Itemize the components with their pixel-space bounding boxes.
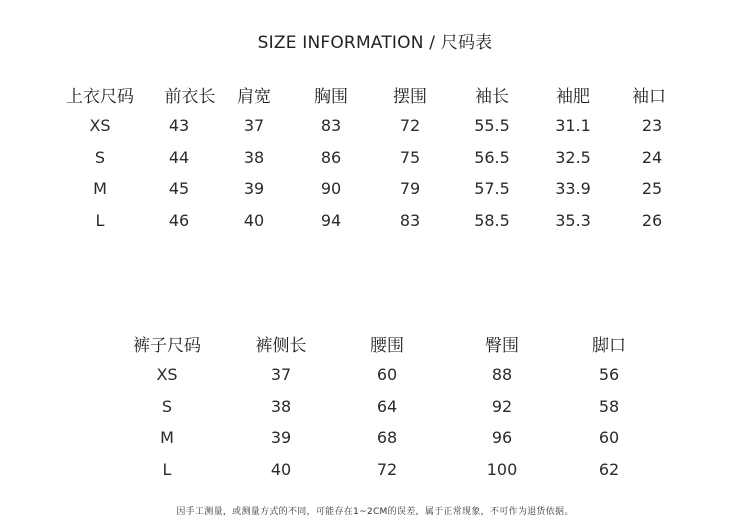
top-row-l-cuff: 26 bbox=[641, 211, 663, 230]
bottom-row-xs-hip: 88 bbox=[491, 365, 513, 384]
top-row-l-shoulder: 40 bbox=[243, 211, 265, 230]
top-row-xs-sleeve-length: 55.5 bbox=[474, 116, 510, 135]
top-header-sleeve-length: 袖长 bbox=[475, 87, 509, 107]
top-row-m-cuff: 25 bbox=[641, 179, 663, 198]
top-row-m-front-length: 45 bbox=[168, 179, 190, 198]
bottom-row-l-waist: 72 bbox=[376, 460, 398, 479]
bottom-row-xs-waist: 60 bbox=[376, 365, 398, 384]
bottom-header-leg-opening: 脚口 bbox=[592, 336, 626, 356]
top-row-l-sleeve-width: 35.3 bbox=[555, 211, 591, 230]
top-row-xs-front-length: 43 bbox=[168, 116, 190, 135]
bottom-row-m-waist: 68 bbox=[376, 428, 398, 447]
top-row-s-sleeve-width: 32.5 bbox=[555, 148, 591, 167]
bottom-header-hip: 臀围 bbox=[485, 336, 519, 356]
top-row-l-size: L bbox=[95, 211, 105, 230]
top-row-m-shoulder: 39 bbox=[243, 179, 265, 198]
top-row-m-hem: 79 bbox=[399, 179, 421, 198]
top-header-front-length: 前衣长 bbox=[164, 87, 216, 107]
top-row-xs-cuff: 23 bbox=[641, 116, 663, 135]
bottom-row-xs-leg-opening: 56 bbox=[598, 365, 620, 384]
bottom-row-l-hip: 100 bbox=[486, 460, 518, 479]
top-row-xs-hem: 72 bbox=[399, 116, 421, 135]
top-row-l-chest: 94 bbox=[320, 211, 342, 230]
top-row-l-front-length: 46 bbox=[168, 211, 190, 230]
bottom-row-s-size: S bbox=[161, 397, 173, 416]
top-header-sleeve-width: 袖肥 bbox=[556, 87, 590, 107]
bottom-row-xs-side-length: 37 bbox=[270, 365, 292, 384]
bottom-row-l-size: L bbox=[162, 460, 172, 479]
bottom-header-size: 裤子尺码 bbox=[133, 336, 201, 356]
top-row-s-front-length: 44 bbox=[168, 148, 190, 167]
bottom-row-s-leg-opening: 58 bbox=[598, 397, 620, 416]
page-title: SIZE INFORMATION / 尺码表 bbox=[257, 33, 493, 53]
top-header-shoulder: 肩宽 bbox=[237, 87, 271, 107]
top-row-l-sleeve-length: 58.5 bbox=[474, 211, 510, 230]
bottom-row-s-waist: 64 bbox=[376, 397, 398, 416]
bottom-row-s-hip: 92 bbox=[491, 397, 513, 416]
top-row-s-sleeve-length: 56.5 bbox=[474, 148, 510, 167]
top-row-xs-size: XS bbox=[89, 116, 111, 135]
top-row-xs-shoulder: 37 bbox=[243, 116, 265, 135]
top-row-s-hem: 75 bbox=[399, 148, 421, 167]
bottom-row-m-side-length: 39 bbox=[270, 428, 292, 447]
top-row-m-sleeve-length: 57.5 bbox=[474, 179, 510, 198]
bottom-row-m-size: M bbox=[160, 428, 174, 447]
bottom-row-m-leg-opening: 60 bbox=[598, 428, 620, 447]
bottom-row-s-side-length: 38 bbox=[270, 397, 292, 416]
top-header-size: 上衣尺码 bbox=[66, 87, 134, 107]
top-header-cuff: 袖口 bbox=[632, 87, 666, 107]
top-row-s-cuff: 24 bbox=[641, 148, 663, 167]
top-row-s-size: S bbox=[94, 148, 106, 167]
bottom-header-waist: 腰围 bbox=[370, 336, 404, 356]
measurement-disclaimer: 因手工测量，或测量方式的不同，可能存在1~2CM的误差，属于正常现象，不可作为退货依据。 bbox=[176, 507, 574, 517]
top-header-chest: 胸围 bbox=[314, 87, 348, 107]
bottom-row-l-leg-opening: 62 bbox=[598, 460, 620, 479]
top-row-s-shoulder: 38 bbox=[243, 148, 265, 167]
bottom-header-side-length: 裤侧长 bbox=[255, 336, 307, 356]
bottom-row-xs-size: XS bbox=[156, 365, 178, 384]
top-row-xs-sleeve-width: 31.1 bbox=[555, 116, 591, 135]
bottom-row-l-side-length: 40 bbox=[270, 460, 292, 479]
top-row-m-size: M bbox=[93, 179, 107, 198]
bottom-row-m-hip: 96 bbox=[491, 428, 513, 447]
top-row-m-sleeve-width: 33.9 bbox=[555, 179, 591, 198]
top-row-l-hem: 83 bbox=[399, 211, 421, 230]
top-row-xs-chest: 83 bbox=[320, 116, 342, 135]
top-row-s-chest: 86 bbox=[320, 148, 342, 167]
top-header-hem: 摆围 bbox=[393, 87, 427, 107]
top-row-m-chest: 90 bbox=[320, 179, 342, 198]
